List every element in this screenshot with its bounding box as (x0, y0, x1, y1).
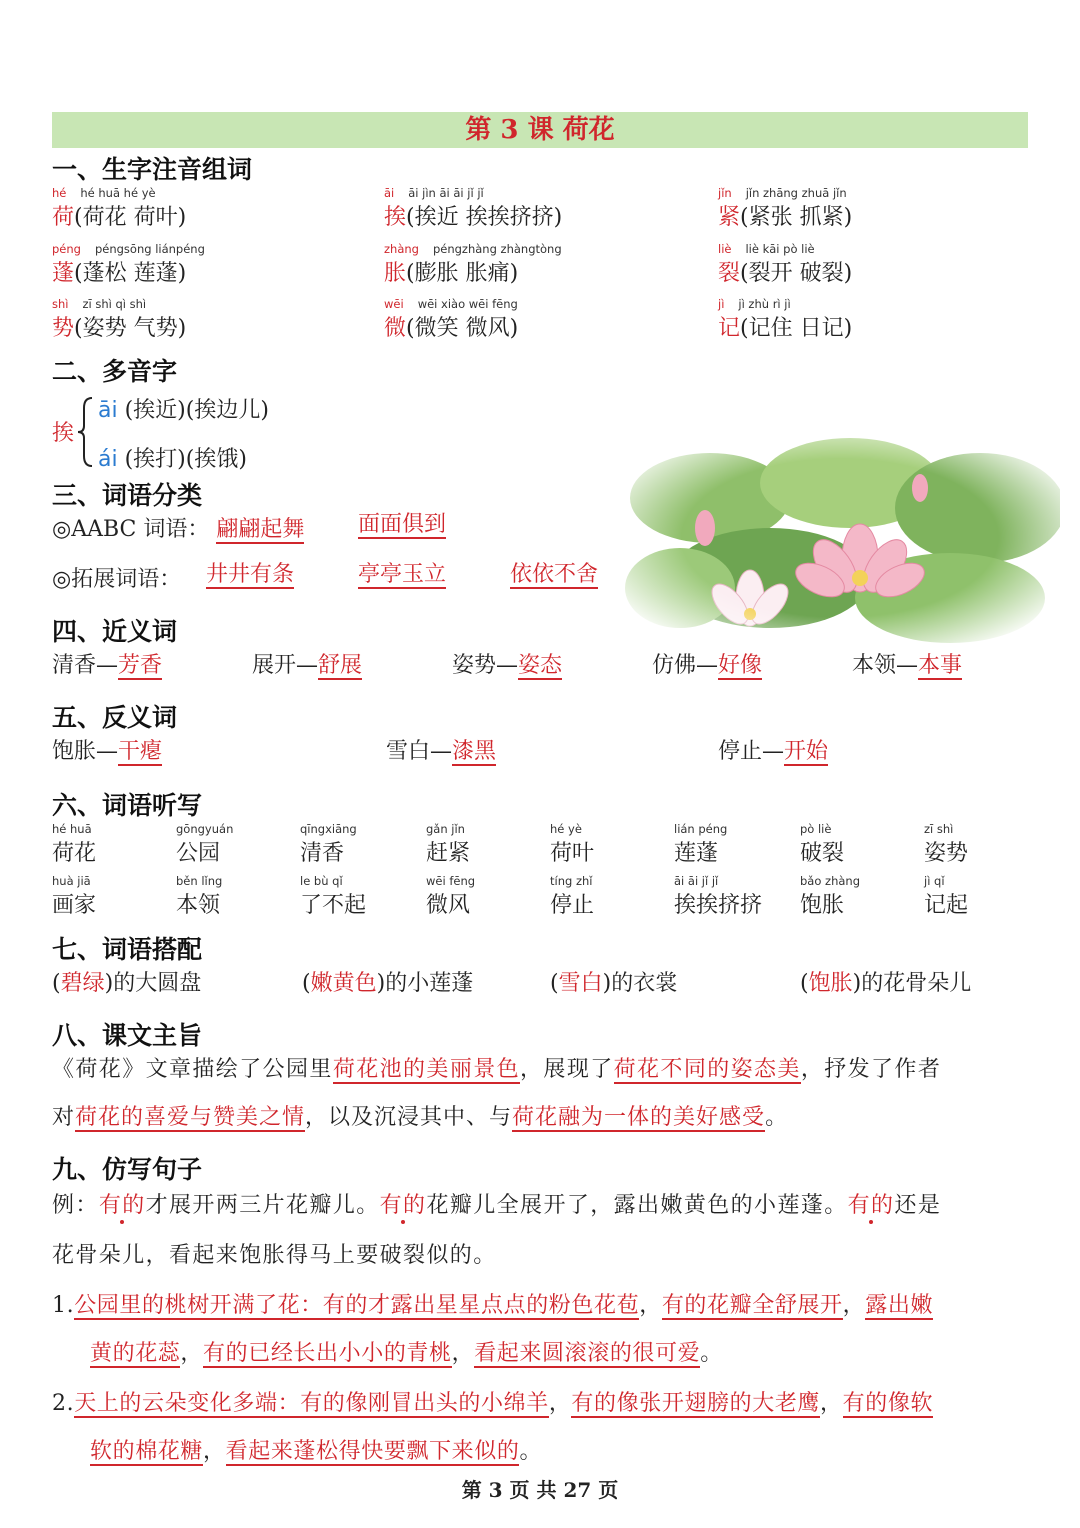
vocab-pinyin: hé hé huā hé yè (52, 186, 156, 200)
synonym-word: 本领— (852, 653, 919, 678)
dictation-word: 挨挨挤挤 (674, 893, 763, 918)
dictation-pinyin: bǎo zhàng (800, 874, 860, 888)
antonym-word: 停止— (718, 739, 785, 764)
expand-word-2: 亭亭玉立 (358, 562, 447, 587)
section-5-heading: 五、反义词 (52, 703, 178, 732)
dictation-word: 饱胀 (800, 893, 845, 918)
match-phrase: )的花骨朵儿 (852, 971, 972, 996)
dictation-pinyin: pò liè (800, 822, 832, 836)
expand-word-1: 井井有条 (206, 562, 295, 587)
vocab-pinyin: jì jì zhù rì jì (718, 297, 791, 311)
match-answer: 碧绿 (60, 971, 105, 996)
synonym-word: 仿佛— (652, 653, 719, 678)
dictation-word: 破裂 (800, 841, 845, 866)
section-4-heading: 四、近义词 (52, 617, 178, 646)
answer-1-line-1: 1.公园里的桃树开满了花：有的才露出星星点点的粉色花苞，有的花瓣全舒展开，露出嫩 (52, 1293, 934, 1318)
match-answer: 嫩黄色 (310, 971, 377, 996)
vocab-entry: 裂(裂开 破裂) (718, 261, 853, 286)
dictation-pinyin: āi āi jǐ jǐ (674, 874, 719, 888)
section-1-heading: 一、生字注音组词 (52, 155, 253, 184)
lesson-title: 第 3 课 荷花 (52, 112, 1028, 148)
antonym-word: 雪白— (386, 739, 453, 764)
section-2-heading: 二、多音字 (52, 357, 178, 386)
vocab-entry: 记(记住 日记) (718, 316, 853, 341)
dictation-word: 赶紧 (426, 841, 471, 866)
antonym-word: 饱胀— (52, 739, 119, 764)
dictation-word: 记起 (924, 893, 969, 918)
page-footer: 第 3 页 共 27 页 (461, 1478, 619, 1502)
vocab-entry: 荷(荷花 荷叶) (52, 205, 187, 230)
paren: ( (550, 971, 559, 996)
synonym-answer: 好像 (718, 653, 763, 678)
section-3-heading: 三、词语分类 (52, 481, 203, 510)
dictation-word: 微风 (426, 893, 471, 918)
synonym-answer: 芳香 (118, 653, 163, 678)
vocab-pinyin: shì zī shì qì shì (52, 297, 147, 311)
match-phrase: )的衣裳 (602, 971, 678, 996)
vocab-entry: 挨(挨近 挨挨挤挤) (384, 205, 563, 230)
answer-2-line-2: 软的棉花糖，看起来蓬松得快要飘下来似的。 (90, 1439, 543, 1464)
aabc-word-1: 翩翩起舞 (216, 517, 305, 542)
match-phrase: )的小莲蓬 (376, 971, 474, 996)
synonym-word: 展开— (252, 653, 319, 678)
section-9-heading: 九、仿写句子 (52, 1155, 203, 1184)
synonym-answer: 姿态 (518, 653, 563, 678)
paren: ( (52, 971, 61, 996)
pinyin-ai1: āi (98, 398, 118, 423)
vocab-entry: 胀(膨胀 胀痛) (384, 261, 519, 286)
dictation-pinyin: wēi fēng (426, 874, 476, 888)
dictation-word: 画家 (52, 893, 97, 918)
dictation-word: 姿势 (924, 841, 969, 866)
vocab-entry: 势(姿势 气势) (52, 316, 187, 341)
polyphone-char: 挨 (52, 421, 75, 446)
vocab-pinyin: āi āi jìn āi āi jǐ jǐ (384, 186, 484, 200)
dictation-pinyin: hé yè (550, 822, 582, 836)
vocab-pinyin: liè liè kāi pò liè (718, 242, 815, 256)
pinyin-ai2: ái (98, 447, 118, 472)
theme-line-2: 对荷花的喜爱与赞美之情，以及沉浸其中、与荷花融为一体的美好感受。 (52, 1105, 789, 1130)
dictation-pinyin: gōngyuán (176, 822, 234, 836)
paren: ( (800, 971, 809, 996)
dictation-pinyin: le bù qǐ (300, 874, 343, 888)
dictation-word: 本领 (176, 893, 221, 918)
dictation-pinyin: gǎn jǐn (426, 822, 465, 836)
match-answer: 饱胀 (808, 971, 853, 996)
aabc-word-2: 面面俱到 (358, 512, 447, 537)
dictation-word: 莲蓬 (674, 841, 719, 866)
antonym-answer: 漆黑 (452, 739, 497, 764)
dictation-word: 荷叶 (550, 841, 595, 866)
dictation-pinyin: hé huā (52, 822, 92, 836)
synonym-answer: 本事 (918, 653, 963, 678)
dictation-pinyin: jì qǐ (924, 874, 945, 888)
antonym-answer: 干瘪 (118, 739, 163, 764)
antonym-answer: 开始 (784, 739, 829, 764)
dictation-word: 荷花 (52, 841, 97, 866)
synonym-word: 姿势— (452, 653, 519, 678)
answer-2-line-1: 2.天上的云朵变化多端：有的像刚冒出头的小绵羊，有的像张开翅膀的大老鹰，有的像软 (52, 1391, 934, 1416)
aabc-label: ◎AABC 词语： (52, 517, 210, 542)
dictation-pinyin: qīngxiāng (300, 822, 357, 836)
section-8-heading: 八、课文主旨 (52, 1021, 203, 1050)
lotus-illustration (620, 428, 1060, 648)
section-6-heading: 六、词语听写 (52, 791, 203, 820)
vocab-pinyin: péng péngsōng liánpéng (52, 242, 205, 256)
vocab-pinyin: jǐn jǐn zhāng zhuā jǐn (718, 186, 847, 200)
match-phrase: )的大圆盘 (104, 971, 202, 996)
dictation-pinyin: lián péng (674, 822, 728, 836)
section-7-heading: 七、词语搭配 (52, 935, 203, 964)
theme-line-1: 《荷花》文章描绘了公园里荷花池的美丽景色，展现了荷花不同的姿态美，抒发了作者 (52, 1057, 942, 1082)
vocab-entry: 紧(紧张 抓紧) (718, 205, 853, 230)
expand-word-3: 依依不舍 (510, 562, 599, 587)
dictation-word: 公园 (176, 841, 221, 866)
dictation-word: 清香 (300, 841, 345, 866)
example-line-2: 花骨朵儿，看起来饱胀得马上要破裂似的。 (52, 1243, 497, 1268)
dictation-pinyin: běn lǐng (176, 874, 223, 888)
synonym-word: 清香— (52, 653, 119, 678)
dictation-pinyin: zī shì (924, 822, 954, 836)
paren: ( (302, 971, 311, 996)
dictation-word: 了不起 (300, 893, 367, 918)
synonym-answer: 舒展 (318, 653, 363, 678)
polyphone-words-1: (挨近)(挨边儿) (124, 398, 269, 423)
dictation-word: 停止 (550, 893, 595, 918)
match-answer: 雪白 (558, 971, 603, 996)
vocab-entry: 微(微笑 微风) (384, 316, 519, 341)
answer-1-line-2: 黄的花蕊，有的已经长出小小的青桃，看起来圆滚滚的很可爱。 (90, 1341, 723, 1366)
vocab-pinyin: wēi wēi xiào wēi fēng (384, 297, 518, 311)
brace-icon (76, 396, 96, 468)
dictation-pinyin: huà jiā (52, 874, 91, 888)
polyphone-words-2: (挨打)(挨饿) (124, 447, 247, 472)
vocab-entry: 蓬(蓬松 莲蓬) (52, 261, 187, 286)
dictation-pinyin: tíng zhǐ (550, 874, 593, 888)
vocab-pinyin: zhàng péngzhàng zhàngtòng (384, 242, 562, 256)
expand-label: ◎拓展词语： (52, 567, 182, 592)
example-line-1: 例：有的才展开两三片花瓣儿。有的花瓣儿全展开了，露出嫩黄色的小莲蓬。有的还是 (52, 1193, 942, 1218)
